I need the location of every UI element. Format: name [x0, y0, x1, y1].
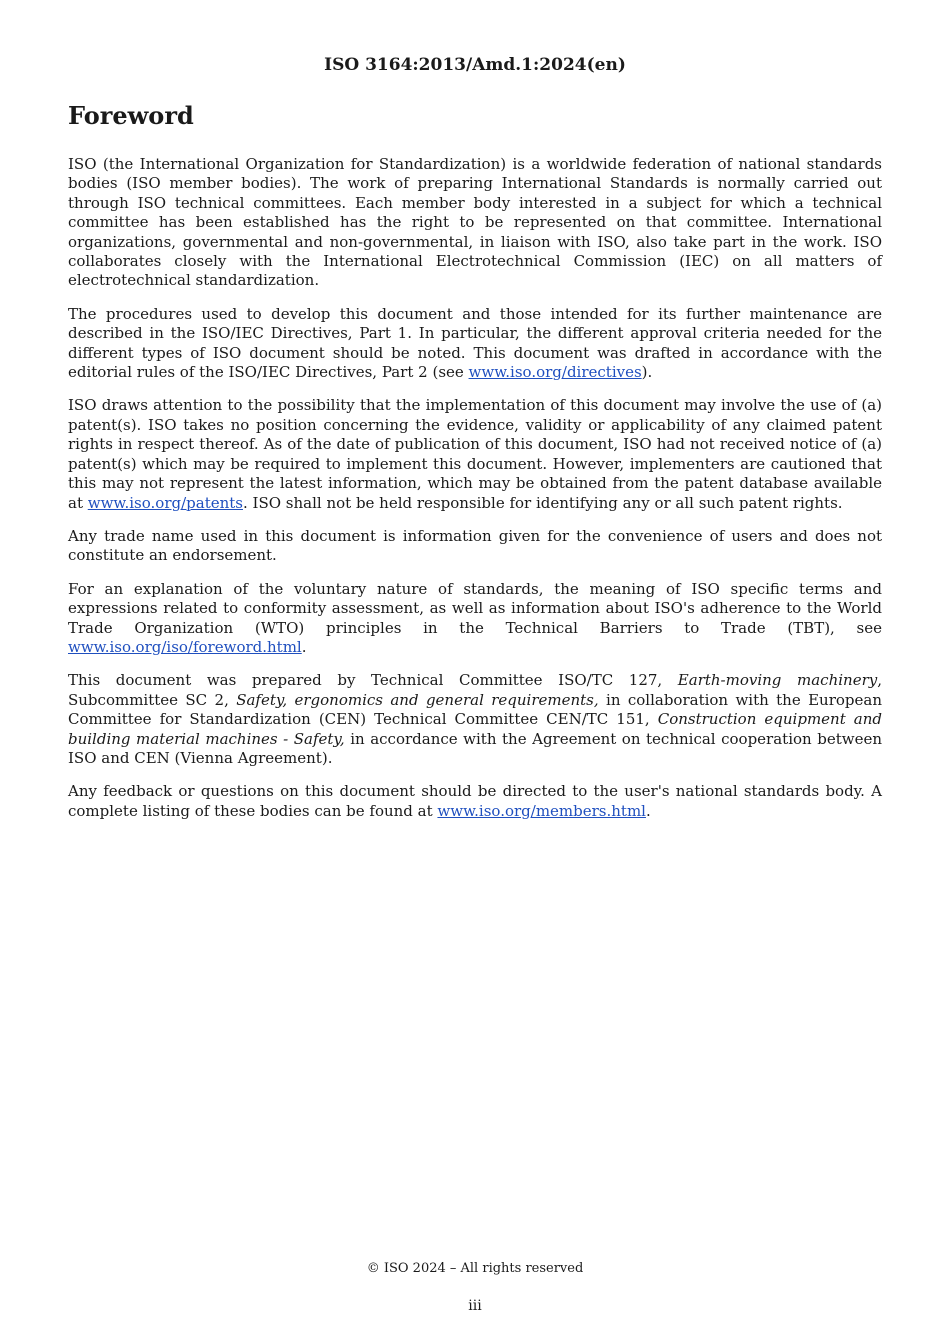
paragraph-text: in collaboration with the European Committee for Standardization (CEN) Technical Committee CEN/TC 151, [68, 690, 882, 729]
page-number: iii [468, 1298, 482, 1314]
paragraph-iso-intro: ISO (the International Organization for Standardization) is a worldwide federation of national standards bodies (ISO member bodies). The work of preparing International Standards is normally carried out through ISO technical committees. Each member body interested in a subject for which a technical committee has been established has the right to be represented on that committee. International organizations, governmental and non-governmental, in liaison with ISO, also take part in the work. ISO collaborates closely with the International Electrotechnical Commission (IEC) on all matters of electrotechnical standardization. [68, 155, 882, 290]
paragraph-voluntary-nature [68, 580, 882, 658]
document-header: ISO 3164:2013/Amd.1:2024(en) [324, 55, 626, 75]
committee-name-italic: Earth-moving machinery [677, 671, 878, 690]
paragraph-text: . [645, 801, 651, 820]
paragraph-procedures [68, 305, 882, 383]
paragraph-text: Any feedback or questions on this document should be directed to the user's national standards body. A complete listing of these bodies can be found at [68, 782, 882, 820]
subcommittee-name-italic: Safety, ergonomics and general requirements, [236, 690, 599, 709]
paragraph-trade-name: Any trade name used in this document is information given for the convenience of users and does not constitute an endorsement. [68, 526, 882, 565]
paragraph-text: , Subcommittee SC 2, [68, 671, 882, 709]
foreword-body [68, 155, 882, 835]
link-patents[interactable]: www.iso.org/patents [87, 493, 243, 512]
page-title: Foreword [68, 101, 194, 130]
paragraph-committee [68, 671, 882, 768]
link-members[interactable]: www.iso.org/members.html [437, 801, 646, 820]
paragraph-text: This document was prepared by Technical Committee ISO/TC 127, [68, 671, 678, 690]
paragraph-text: The procedures used to develop this document and those intended for its further maintenance are described in the ISO/IEC Directives, Part 1. In particular, the different approval criteria needed for the different types of ISO document should be noted. This document was drafted in accordance with the editorial rules of the ISO/IEC Directives, Part 2 (see [68, 304, 882, 382]
paragraph-text: . [301, 637, 307, 656]
cen-committee-name-italic: Construction equipment and building material machines - Safety, [68, 710, 882, 748]
paragraph-feedback [68, 782, 882, 821]
paragraph-text: ISO draws attention to the possibility that the implementation of this document may involve the use of (a) patent(s). ISO takes no position concerning the evidence, validity or applicability of any claimed patent rights in respect thereof. As of the date of publication of this document, ISO had not received notice of (a) patent(s) which may be required to implement this document. However, implementers are cautioned that this may not represent the latest information, which may be obtained from the patent database available at [68, 396, 882, 512]
copyright-footer: © ISO 2024 – All rights reserved [366, 1261, 584, 1276]
link-foreword[interactable]: www.iso.org/iso/foreword.html [68, 637, 302, 656]
paragraph-text: in accordance with the Agreement on technical cooperation between ISO and CEN (Vienna Agreement). [68, 729, 882, 767]
link-directives[interactable]: www.iso.org/directives [468, 363, 642, 382]
paragraph-text: For an explanation of the voluntary nature of standards, the meaning of ISO specific terms and expressions related to conformity assessment, as well as information about ISO's adherence to the World Trade Organization (WTO) principles in the Technical Barriers to Trade (TBT), see [68, 579, 882, 637]
paragraph-text: ). [641, 363, 653, 382]
paragraph-patents [68, 396, 882, 512]
paragraph-text: . ISO shall not be held responsible for identifying any or all such patent rights. [242, 493, 843, 512]
